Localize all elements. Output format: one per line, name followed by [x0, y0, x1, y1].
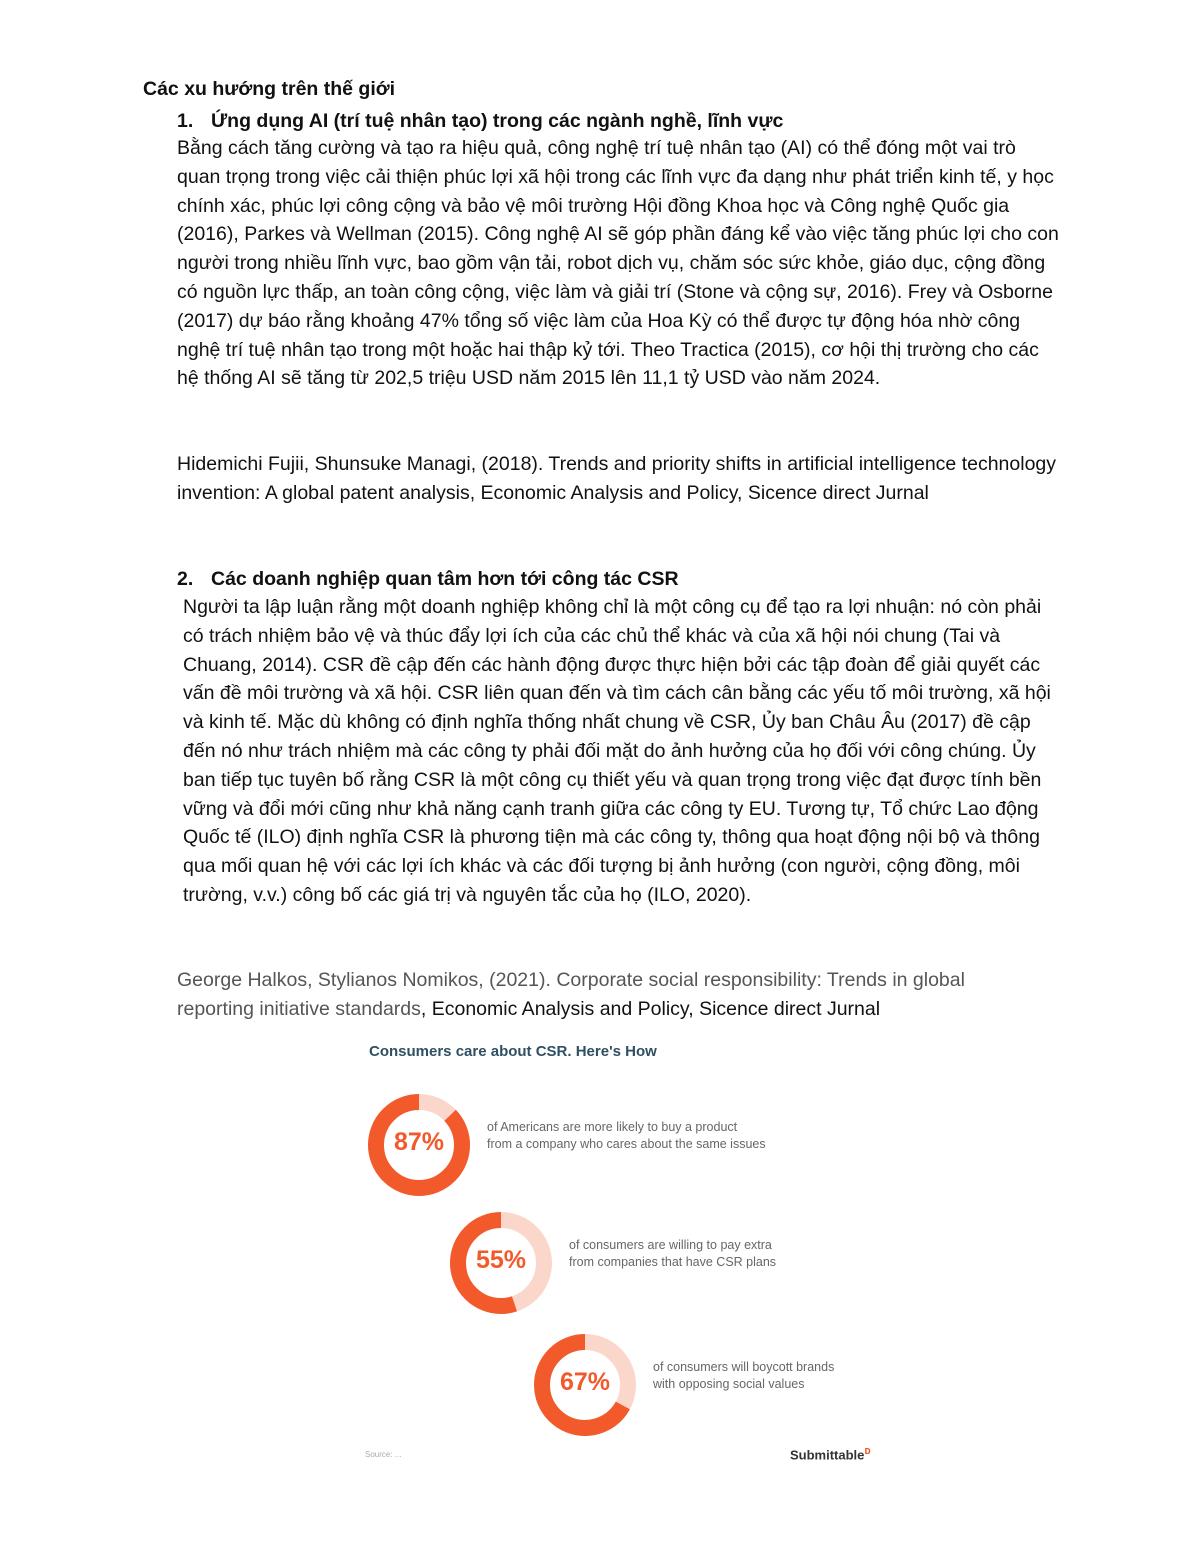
stat-desc-line-1: of consumers are willing to pay extra	[569, 1238, 772, 1252]
brand-name: Submittable	[790, 1447, 865, 1463]
stat-percent: 67%	[559, 1368, 611, 1396]
stat-percent: 55%	[475, 1246, 527, 1274]
stat-description	[487, 1119, 807, 1153]
section-2-number: 2.	[177, 568, 194, 590]
page-heading: Các xu hướng trên thế giới	[143, 78, 396, 100]
section-1-citation: Hidemichi Fujii, Shunsuke Managi, (2018). Trends and priority shifts in artificial intelligence technology invention: A global patent analysis, Economic Analysis and Policy, Sicence direct Jurnal	[177, 453, 1057, 504]
section-1-body: Bằng cách tăng cường và tạo ra hiệu quả, công nghệ trí tuệ nhân tạo (AI) có thể đóng một vai trò quan trọng trong việc cải thiện phúc lợi xã hội trong các lĩnh vực đa dạng như phát triển kinh tế, y học chính xác, phúc lợi công cộng và bảo vệ môi trường Hội đồng Khoa học và Công nghệ Quốc gia (2016), Parkes và Wellman (2015). Công nghệ AI sẽ góp phần đáng kể vào việc tăng phúc lợi cho con người trong nhiều lĩnh vực, bao gồm vận tải, robot dịch vụ, chăm sóc sức khỏe, giáo dục, cộng đồng có nguồn lực thấp, an toàn công cộng, việc làm và giải trí (Stone và cộng sự, 2016). Frey và Osborne (2017) dự báo rằng khoảng 47% tổng số việc làm của Hoa Kỳ có thể được tự động hóa nhờ công nghệ trí tuệ nhân tạo trong một hoặc hai thập kỷ tới. Theo Tractica (2015), cơ hội thị trường cho các hệ thống AI sẽ tăng từ 202,5 triệu USD năm 2015 lên 11,1 tỷ USD vào năm 2024.	[177, 137, 1059, 390]
submittable-logo	[790, 1445, 871, 1462]
stat-desc-line-1: of consumers will boycott brands	[653, 1360, 835, 1374]
citation-rest: , Economic Analysis and Policy, Sicence direct Jurnal	[420, 997, 881, 1020]
stat-description	[569, 1237, 889, 1271]
section-1-title: Ứng dụng AI (trí tuệ nhân tạo) trong các ngành nghề, lĩnh vực	[211, 110, 784, 132]
section-2-body: Người ta lập luận rằng một doanh nghiệp không chỉ là một công cụ để tạo ra lợi nhuận: nó còn phải có trách nhiệm bảo vệ và thúc đẩy lợi ích của các chủ thể khác và của xã hội nói chung (Tai và Chuang, 2014). CSR đề cập đến các hành động được thực hiện bởi các tập đoàn để giải quyết các vấn đề môi trường và xã hội. CSR liên quan đến và tìm cách cân bằng các yếu tố môi trường, xã hội và kinh tế. Mặc dù không có định nghĩa thống nhất chung về CSR, Ủy ban Châu Âu (2017) đề cập đến nó như trách nhiệm mà các công ty phải đối mặt do ảnh hưởng của họ đối với công chúng. Ủy ban tiếp tục tuyên bố rằng CSR là một công cụ thiết yếu và quan trọng trong việc đạt được tính bền vững và đổi mới cũng như khả năng cạnh tranh giữa các công ty EU. Tương tự, Tổ chức Lao động Quốc tế (ILO) định nghĩa CSR là phương tiện mà các công ty, thông qua hoạt động nội bộ và thông qua mối quan hệ với các lợi ích khác và các đối tượng bị ảnh hưởng (con người, cộng đồng, môi trường, v.v.) công bố các giá trị và nguyên tắc của họ (ILO, 2020).	[183, 596, 1051, 906]
stat-desc-line-2: with opposing social values	[653, 1377, 805, 1391]
section-2-citation	[177, 966, 1047, 1024]
stat-desc-line-1: of Americans are more likely to buy a product	[487, 1120, 738, 1134]
citation-authors: George Halkos, Stylianos Nomikos, (2021).	[177, 969, 557, 991]
section-1-heading	[177, 107, 783, 135]
infographic-title: Consumers care about CSR. Here's How	[369, 1043, 657, 1060]
stat-percent: 87%	[393, 1128, 445, 1156]
citation-title: Corporate social responsibility: Trends in global reporting initiative standards	[177, 969, 965, 1020]
section-2-title: Các doanh nghiệp quan tâm hơn tới công tác CSR	[211, 568, 679, 590]
section-2-heading	[177, 565, 679, 593]
infographic-source: Source: ...	[365, 1450, 402, 1459]
section-1-number: 1.	[177, 110, 194, 132]
stat-desc-line-2: from a company who cares about the same issues	[487, 1137, 766, 1151]
csr-infographic	[355, 1035, 895, 1475]
stat-desc-line-2: from companies that have CSR plans	[569, 1255, 777, 1269]
stat-description	[653, 1359, 973, 1393]
brand-mark-icon: ᴅ	[864, 1445, 871, 1457]
